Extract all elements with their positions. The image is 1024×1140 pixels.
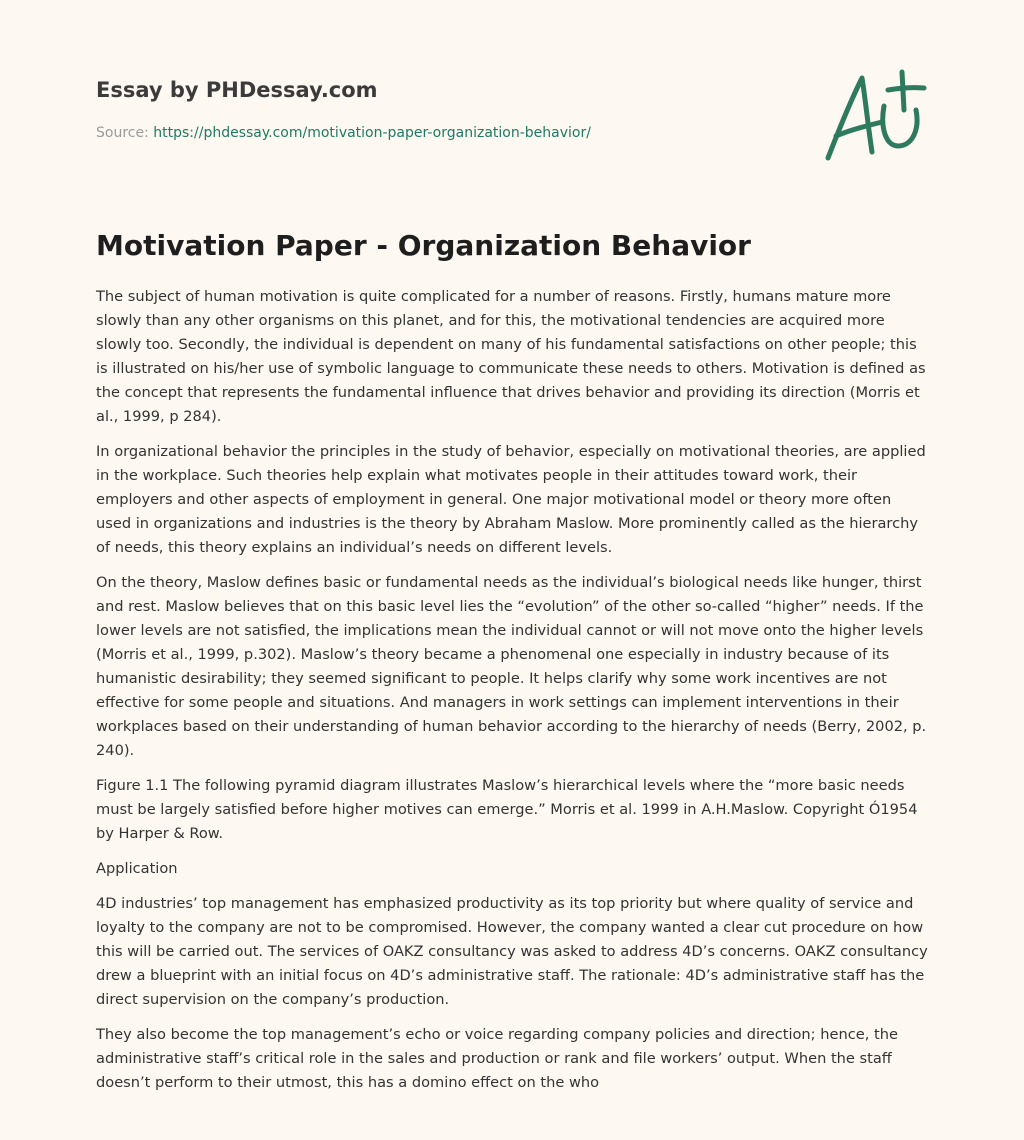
paragraph: The subject of human motivation is quite complicated for a number of reasons. Firstly, humans mature more slowly than any other organisms on this planet, and for this, the motivational tendencies are acquired more slowly too. Secondly, the individual is dependent on many of his fundamental satisfactions on other people; this is illustrated on his/her use of symbolic language to communicate these needs to others. Motivation is defined as the concept that represents the fundamental influence that drives behavior and providing its direction (Morris et al., 1999, p 284). [96, 288, 926, 425]
site-header [96, 74, 378, 106]
paragraph: They also become the top management’s echo or voice regarding company policies and direction; hence, the administrative staff’s critical role in the sales and production or rank and file workers’ output. When the staff doesn’t perform to their utmost, this has a domino effect on the who [96, 1026, 898, 1091]
paragraph: In organizational behavior the principles in the study of behavior, especially on motivational theories, are applied in the workplace. Such theories help explain what motivates people in their attitudes toward work, their employers and other aspects of employment in general. One major motivational model or theory more often used in organizations and industries is the theory by Abraham Maslow. More prominently called as the hierarchy of needs, this theory explains an individual’s needs on different levels. [96, 443, 926, 556]
source-link[interactable]: https://phdessay.com/motivation-paper-organization-behavior/ [153, 125, 591, 141]
paragraph: 4D industries’ top management has emphasized productivity as its top priority but where quality of service and loyalty to the company are not to be compromised. However, the company wanted a clear cut procedure on how this will be carried out. The services of OAKZ consultancy was asked to address 4D’s concerns. OAKZ consultancy drew a blueprint with an initial focus on 4D’s administrative staff. The rationale: 4D’s administrative staff has the direct supervision on the company’s production. [96, 895, 928, 1008]
paragraph: Figure 1.1 The following pyramid diagram illustrates Maslow’s hierarchical levels where the “more basic needs must be largely satisfied before higher motives can emerge.” Morris et al. 1999 in A.H.Maslow. Copyright Ó1954 by Harper & Row. [96, 777, 918, 842]
article-body [96, 285, 928, 1106]
source-label: Source: [96, 125, 154, 141]
section-heading: Application [96, 860, 178, 877]
source-line [96, 122, 591, 144]
paragraph: On the theory, Maslow defines basic or fundamental needs as the individual’s biological needs like hunger, thirst and rest. Maslow believes that on this basic level lies the “evolution” of the other so-called “higher” needs. If the lower levels are not satisfied, the implications mean the individual cannot or will not move onto the higher levels (Morris et al., 1999, p.302). Maslow’s theory became a phenomenal one especially in industry because of its humanistic desirability; they seemed significant to people. It helps clarify why some work incentives are not effective for some people and situations. And managers in work settings can implement interventions in their workplaces based on their understanding of human behavior according to the hierarchy of needs (Berry, 2002, p. 240). [96, 574, 927, 759]
brand-title: Essay by PHDessay.com [96, 78, 378, 102]
article-title: Motivation Paper - Organization Behavior [96, 229, 751, 262]
a-plus-grade-icon [820, 66, 930, 166]
